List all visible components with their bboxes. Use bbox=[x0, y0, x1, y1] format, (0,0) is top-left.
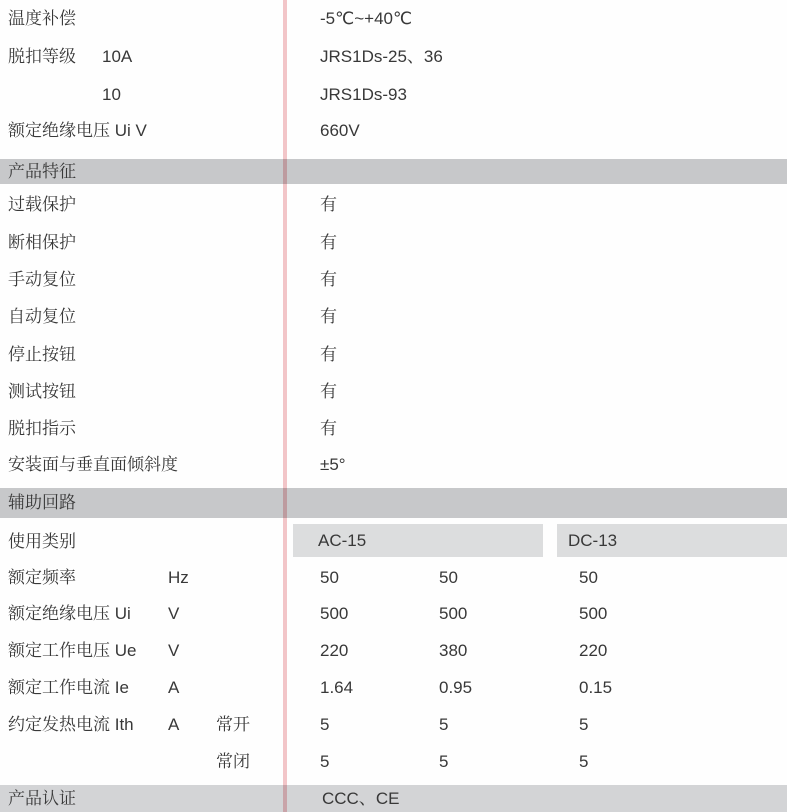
row-value-ac15-b: 380 bbox=[439, 641, 468, 660]
row-sub-label: 10 bbox=[102, 85, 121, 104]
spec-row-rated-operating-current bbox=[0, 669, 787, 706]
certification-label: 产品认证 bbox=[8, 789, 76, 808]
row-label: 安装面与垂直面倾斜度 bbox=[8, 455, 178, 474]
row-value: ±5° bbox=[320, 455, 346, 474]
section-title: 产品特征 bbox=[8, 162, 76, 181]
category-cell-dc13 bbox=[557, 524, 787, 557]
row-value-dc13: 220 bbox=[579, 641, 608, 660]
spec-row-phase-failure-protection bbox=[0, 224, 787, 261]
row-value-ac15-a: 1.64 bbox=[320, 678, 354, 697]
section-header-auxiliary-circuit bbox=[0, 488, 787, 518]
row-value-ac15-a: 5 bbox=[320, 715, 330, 734]
spec-row-trip-indicator bbox=[0, 410, 787, 447]
category-label: DC-13 bbox=[568, 531, 618, 550]
row-value-ac15-b: 50 bbox=[439, 568, 458, 587]
spec-row-overload-protection bbox=[0, 186, 787, 223]
row-label: 脱扣等级 bbox=[8, 47, 76, 66]
row-value: 有 bbox=[320, 345, 337, 364]
row-value-ac15-b: 5 bbox=[439, 752, 449, 771]
spec-row-auto-reset bbox=[0, 298, 787, 335]
spec-row-manual-reset bbox=[0, 261, 787, 298]
row-label: 过载保护 bbox=[8, 195, 76, 214]
row-label: 额定工作电压 Ue bbox=[8, 641, 137, 660]
row-value-ac15-b: 500 bbox=[439, 604, 468, 623]
row-value: 660V bbox=[320, 121, 360, 140]
row-value: -5℃~+40℃ bbox=[320, 9, 413, 28]
row-label: 手动复位 bbox=[8, 270, 76, 289]
category-cell-ac15 bbox=[293, 524, 543, 557]
row-unit: A bbox=[168, 678, 180, 697]
category-label: AC-15 bbox=[318, 531, 367, 550]
row-value: 有 bbox=[320, 382, 337, 401]
row-value-ac15-a: 5 bbox=[320, 752, 330, 771]
row-value: 有 bbox=[320, 195, 337, 214]
section-title: 辅助回路 bbox=[8, 493, 76, 512]
row-label: 额定绝缘电压 Ui bbox=[8, 604, 131, 623]
row-unit: Hz bbox=[168, 568, 189, 587]
row-value-dc13: 500 bbox=[579, 604, 608, 623]
spec-row-rated-frequency bbox=[0, 559, 787, 596]
row-label: 断相保护 bbox=[8, 233, 76, 252]
row-contact-type: 常闭 bbox=[216, 752, 250, 771]
spec-row-stop-button bbox=[0, 336, 787, 373]
row-value: 有 bbox=[320, 270, 337, 289]
row-value-dc13: 0.15 bbox=[579, 678, 613, 697]
row-unit: V bbox=[168, 604, 180, 623]
row-label: 使用类别 bbox=[8, 532, 76, 551]
row-value-ac15-b: 5 bbox=[439, 715, 449, 734]
spec-row-rated-operating-voltage bbox=[0, 632, 787, 669]
row-unit: V bbox=[168, 641, 180, 660]
spec-row-aux-rated-insulation-voltage bbox=[0, 595, 787, 632]
certification-band bbox=[0, 785, 787, 812]
row-label: 停止按钮 bbox=[8, 345, 76, 364]
row-contact-type: 常开 bbox=[216, 715, 250, 734]
spec-row-rated-insulation-voltage bbox=[0, 112, 787, 149]
row-label: 额定工作电流 Ie bbox=[8, 678, 129, 697]
spec-row-trip-class bbox=[0, 38, 787, 75]
section-header-product-features bbox=[0, 159, 787, 184]
certification-value: CCC、CE bbox=[322, 789, 400, 808]
row-value: JRS1Ds-25、36 bbox=[320, 47, 443, 66]
row-label: 自动复位 bbox=[8, 307, 76, 326]
spec-row-mounting-tilt bbox=[0, 446, 787, 483]
row-value-ac15-a: 220 bbox=[320, 641, 349, 660]
row-sub-label: 10A bbox=[102, 47, 133, 66]
row-unit: A bbox=[168, 715, 180, 734]
spec-row-trip-class-2 bbox=[0, 76, 787, 113]
row-value-dc13: 5 bbox=[579, 715, 589, 734]
row-value: 有 bbox=[320, 233, 337, 252]
row-value: 有 bbox=[320, 419, 337, 438]
row-label: 额定频率 bbox=[8, 568, 76, 587]
row-value-ac15-a: 500 bbox=[320, 604, 349, 623]
vertical-divider-line bbox=[283, 0, 287, 812]
row-value: 有 bbox=[320, 307, 337, 326]
spec-row-temperature-compensation bbox=[0, 0, 787, 37]
row-label: 脱扣指示 bbox=[8, 419, 76, 438]
row-label: 额定绝缘电压 Ui V bbox=[8, 121, 147, 140]
spec-row-conventional-thermal-current-no bbox=[0, 706, 787, 743]
row-value-ac15-b: 0.95 bbox=[439, 678, 473, 697]
row-value: JRS1Ds-93 bbox=[320, 85, 407, 104]
row-label: 温度补偿 bbox=[8, 9, 76, 28]
spec-row-conventional-thermal-current-nc bbox=[0, 743, 787, 780]
row-value-ac15-a: 50 bbox=[320, 568, 339, 587]
row-label: 测试按钮 bbox=[8, 382, 76, 401]
row-label: 约定发热电流 Ith bbox=[8, 715, 134, 734]
spec-row-test-button bbox=[0, 373, 787, 410]
row-value-dc13: 50 bbox=[579, 568, 598, 587]
row-value-dc13: 5 bbox=[579, 752, 589, 771]
